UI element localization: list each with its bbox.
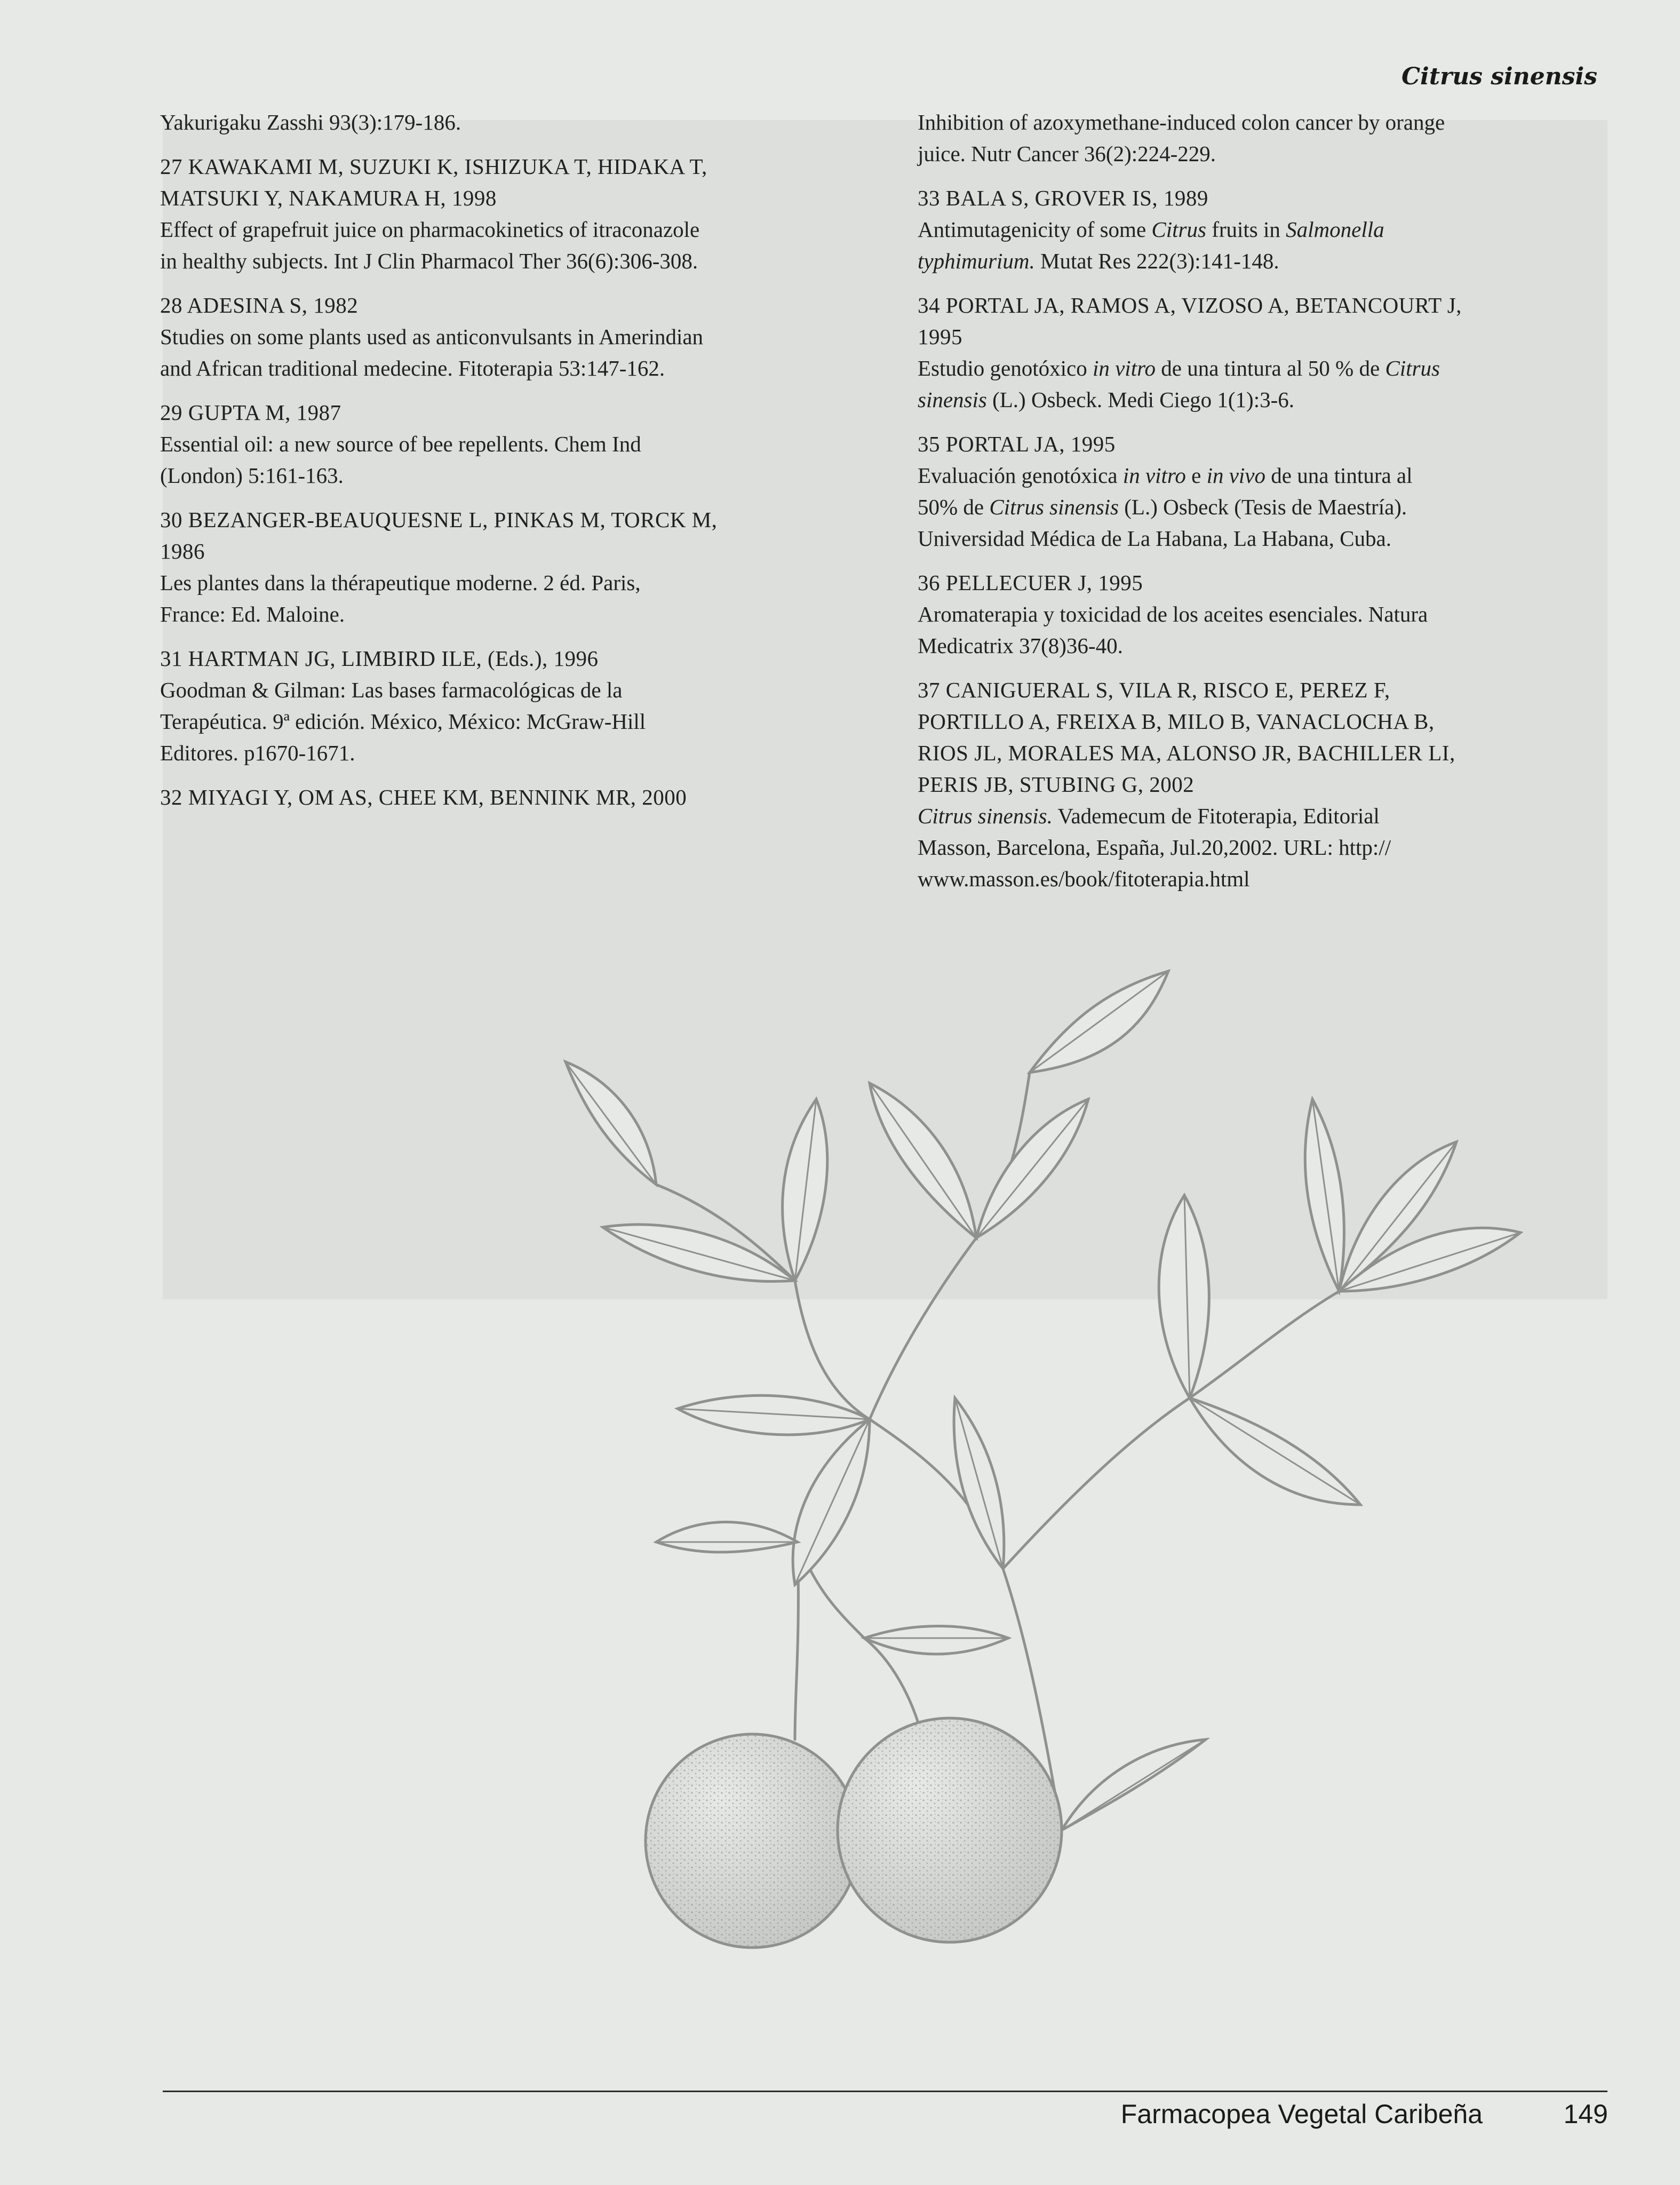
text-segment: Vademecum de Fitoterapia, Editorial (1052, 804, 1380, 828)
reference-author-line: PORTILLO A, FREIXA B, MILO B, VANACLOCHA B, (918, 709, 1435, 734)
left-column (160, 107, 854, 826)
leaf (656, 1522, 798, 1552)
reference-35 (918, 428, 1611, 554)
reference-31 (160, 643, 854, 769)
reference-body-line: Les plantes dans la thérapeutique moderne. 2 éd. Paris, (160, 570, 641, 595)
text-segment: Estudio genotóxico (918, 356, 1093, 380)
reference-author-line: 30 BEZANGER-BEAUQUESNE L, PINKAS M, TORCK M, (160, 507, 718, 532)
italic-term: Citrus sinensis (989, 495, 1119, 519)
reference-34 (918, 290, 1611, 416)
leaf-vein (1062, 1739, 1206, 1830)
reference-body-line: Effect of grapefruit juice on pharmacokinetics of itraconazole (160, 217, 700, 242)
text-segment: Mutat Res 222(3):141-148. (1034, 249, 1279, 273)
text-segment: Antimutagenicity of some (918, 217, 1152, 242)
reference-body-line: juice. Nutr Cancer 36(2):224-229. (918, 141, 1216, 166)
reference-author-line: 34 PORTAL JA, RAMOS A, VIZOSO A, BETANCOURT J, (918, 293, 1462, 317)
italic-term: in vivo (1206, 463, 1265, 488)
page-number: 149 (1563, 2099, 1608, 2129)
orange-fruit-stipple (838, 1718, 1062, 1942)
reference-33 (918, 182, 1611, 277)
leaf (1305, 1099, 1344, 1291)
reference-37 (918, 674, 1611, 895)
leaf-vein (1190, 1398, 1360, 1505)
reference-body-line: Inhibition of azoxymethane-induced colon cancer by orange (918, 110, 1445, 134)
reference-27 (160, 151, 854, 277)
italic-term: in vitro (1092, 356, 1156, 380)
italic-term: Citrus (1385, 356, 1440, 380)
reference-body-line (918, 214, 1611, 245)
reference-body-line (918, 245, 1611, 277)
reference-author-line: 31 HARTMAN JG, LIMBIRD ILE, (Eds.), 1996 (160, 646, 599, 671)
reference-author-line: PERIS JB, STUBING G, 2002 (918, 772, 1195, 797)
leaf (1159, 1195, 1209, 1398)
running-head: Citrus sinensis (1401, 63, 1597, 90)
text-segment: e (1185, 463, 1207, 488)
text-segment: (L.) Osbeck (Tesis de Maestría). (1119, 495, 1407, 519)
reference-body-line: (London) 5:161-163. (160, 463, 344, 488)
reference-body-line: www.masson.es/book/fitoterapia.html (918, 867, 1250, 891)
text-segment: Evaluación genotóxica (918, 463, 1123, 488)
reference-author-line: 1995 (918, 324, 962, 349)
italic-term: sinensis (918, 387, 987, 412)
reference-body-line: in healthy subjects. Int J Clin Pharmacol Ther 36(6):306-308. (160, 249, 698, 273)
leaf-vein (1030, 971, 1168, 1072)
reference-body-line: Masson, Barcelona, España, Jul.20,2002. URL: http:// (918, 835, 1391, 860)
text-segment: de una tintura al (1265, 463, 1413, 488)
reference-body-line: Goodman & Gilman: Las bases farmacológicas de la (160, 678, 623, 702)
text-segment: fruits in (1206, 217, 1286, 242)
reference-36 (918, 567, 1611, 662)
reference-body-line: Universidad Médica de La Habana, La Habana, Cuba. (918, 526, 1391, 551)
text-segment: de una tintura al 50 % de (1156, 356, 1386, 380)
reference-author-line: 37 CANIGUERAL S, VILA R, RISCO E, PEREZ F, (918, 678, 1390, 702)
reference-author-line: 29 GUPTA M, 1987 (160, 400, 341, 425)
reference-author-line: MATSUKI Y, NAKAMURA H, 1998 (160, 186, 497, 210)
reference-body-line: Terapéutica. 9ª edición. México, México: McGraw-Hill (160, 709, 646, 734)
reference-body-line (918, 460, 1611, 491)
text-segment: (L.) Osbeck. Medi Ciego 1(1):3-6. (986, 387, 1295, 412)
leaf (678, 1395, 870, 1435)
reference-body-line (918, 384, 1611, 416)
reference-body-line (918, 353, 1611, 384)
leaf-vein (566, 1062, 656, 1185)
reference-30 (160, 504, 854, 630)
italic-term: Citrus sinensis. (918, 804, 1053, 828)
reference-32 (160, 782, 854, 813)
reference-author-line: 36 PELLECUER J, 1995 (918, 570, 1143, 595)
reference-author-line: 35 PORTAL JA, 1995 (918, 432, 1116, 456)
reference-author-line: 28 ADESINA S, 1982 (160, 293, 359, 317)
reference-continuation (160, 107, 854, 138)
leaf-vein (976, 1099, 1088, 1238)
right-column (918, 107, 1611, 908)
reference-body-line: Medicatrix 37(8)36-40. (918, 633, 1123, 658)
reference-body-line (918, 491, 1611, 523)
reference-author-line: 33 BALA S, GROVER IS, 1989 (918, 186, 1208, 210)
reference-32-continuation (918, 107, 1611, 170)
fruit-group (646, 1718, 1062, 1948)
reference-body-line: and African traditional medecine. Fitoterapia 53:147-162. (160, 356, 665, 380)
reference-author-line: 1986 (160, 539, 205, 563)
continuation-line: Yakurigaku Zasshi 93(3):179-186. (160, 110, 461, 134)
footer-title: Farmacopea Vegetal Caribeña (1120, 2099, 1483, 2129)
footer-rule (163, 2091, 1607, 2092)
reference-body-line (918, 800, 1611, 832)
reference-29 (160, 397, 854, 491)
leaf (864, 1626, 1008, 1655)
reference-28 (160, 290, 854, 384)
orange-fruit-stipple (646, 1734, 859, 1948)
italic-term: Citrus (1151, 217, 1206, 242)
text-segment: 50% de (918, 495, 990, 519)
italic-term: Salmonella (1286, 217, 1384, 242)
italic-term: in vitro (1122, 463, 1186, 488)
reference-body-line: France: Ed. Maloine. (160, 602, 345, 626)
reference-author-line: 32 MIYAGI Y, OM AS, CHEE KM, BENNINK MR, 2000 (160, 785, 687, 809)
reference-author-line: 27 KAWAKAMI M, SUZUKI K, ISHIZUKA T, HIDAKA T, (160, 154, 707, 179)
reference-body-line: Aromaterapia y toxicidad de los aceites esenciales. Natura (918, 602, 1428, 626)
reference-body-line: Essential oil: a new source of bee repellents. Chem Ind (160, 432, 641, 456)
reference-author-line: RIOS JL, MORALES MA, ALONSO JR, BACHILLER LI, (918, 741, 1455, 765)
leaf-vein (870, 1083, 976, 1238)
reference-body-line: Studies on some plants used as anticonvulsants in Amerindian (160, 324, 704, 349)
reference-body-line: Editores. p1670-1671. (160, 741, 355, 765)
italic-term: typhimurium. (918, 249, 1035, 273)
orange-branch-drawing-icon (496, 939, 1633, 1996)
